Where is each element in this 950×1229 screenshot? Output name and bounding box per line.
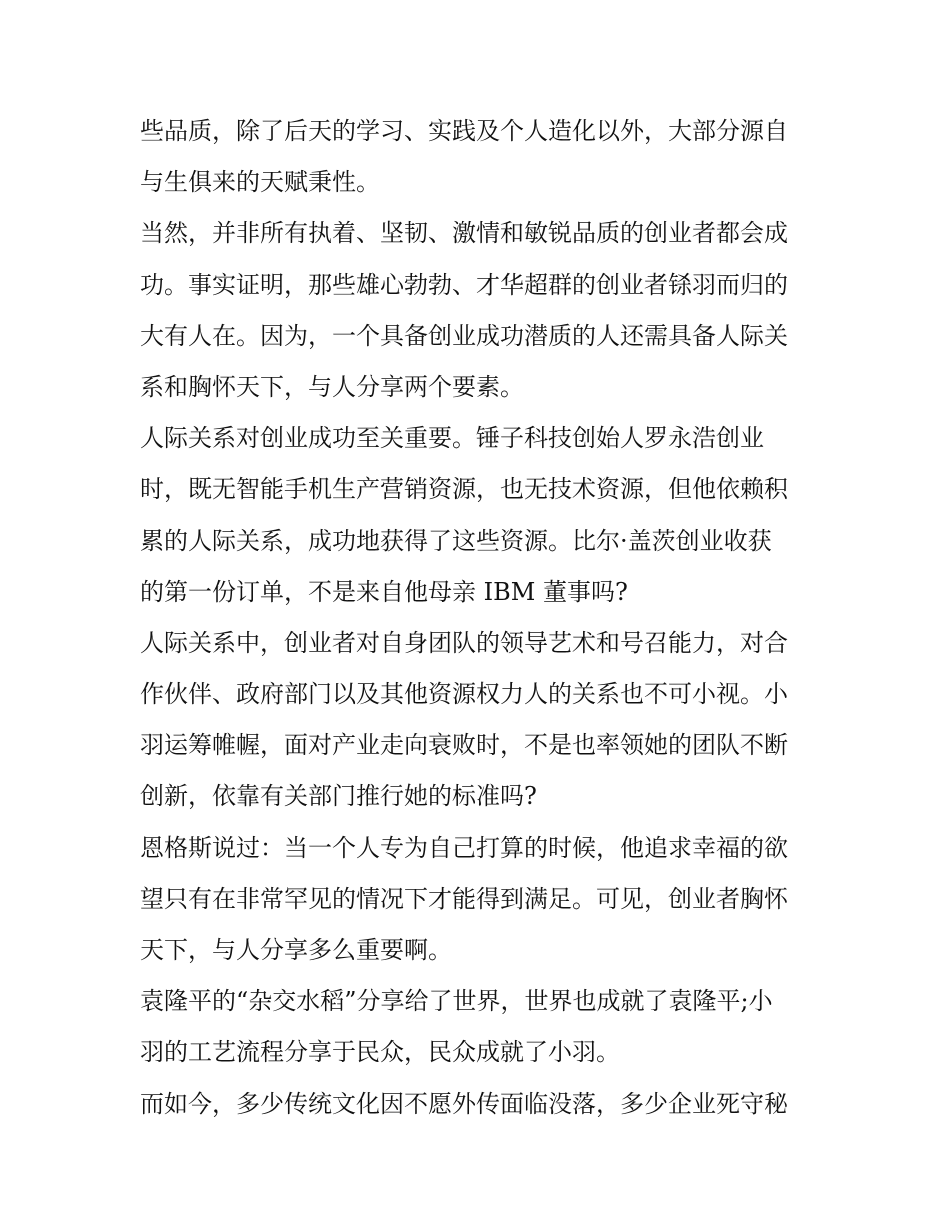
- text-line: 袁隆平的“杂交水稻”分享给了世界，世界也成就了袁隆平;小: [140, 987, 773, 1016]
- text-line: 系和胸怀天下，与人分享两个要素。: [140, 372, 524, 401]
- text-line: 些品质，除了后天的学习、实践及个人造化以外，大部分源自: [140, 117, 788, 145]
- text-line: 与生俱来的天赋秉性。: [140, 168, 380, 197]
- text-line: 人际关系中，创业者对自身团队的领导艺术和号召能力，对合: [140, 628, 788, 657]
- text-line: 累的人际关系，成功地获得了这些资源。比尔·盖茨创业收获: [140, 526, 772, 555]
- text-line: 天下，与人分享多么重要啊。: [140, 936, 452, 964]
- text-line: 创新，依靠有关部门推行她的标准吗?: [140, 782, 537, 811]
- text-line: 恩格斯说过：当一个人专为自己打算的时候，他追求幸福的欲: [140, 833, 788, 862]
- text-line: 而如今，多少传统文化因不愿外传面临没落，多少企业死守秘: [140, 1089, 788, 1118]
- text-line: 羽的工艺流程分享于民众，民众成就了小羽。: [140, 1038, 620, 1067]
- text-line: 的第一份订单，不是来自他母亲 IBM 董事吗?: [140, 577, 628, 606]
- text-line: 当然，并非所有执着、坚韧、激情和敏锐品质的创业者都会成: [140, 219, 788, 248]
- text-line: 功。事实证明，那些雄心勃勃、才华超群的创业者铩羽而归的: [140, 270, 788, 299]
- text-line: 人际关系对创业成功至关重要。锤子科技创始人罗永浩创业: [140, 424, 764, 453]
- text-line: 羽运筹帷幄，面对产业走向衰败时，不是也率领她的团队不断: [140, 731, 788, 760]
- text-line: 望只有在非常罕见的情况下才能得到满足。可见，创业者胸怀: [140, 884, 788, 913]
- text-line: 作伙伴、政府部门以及其他资源权力人的关系也不可小视。小: [140, 680, 788, 709]
- body-text: [140, 106, 820, 1130]
- text-line: 时，既无智能手机生产营销资源，也无技术资源，但他依赖积: [140, 475, 788, 504]
- text-line: 大有人在。因为，一个具备创业成功潜质的人还需具备人际关: [140, 321, 788, 350]
